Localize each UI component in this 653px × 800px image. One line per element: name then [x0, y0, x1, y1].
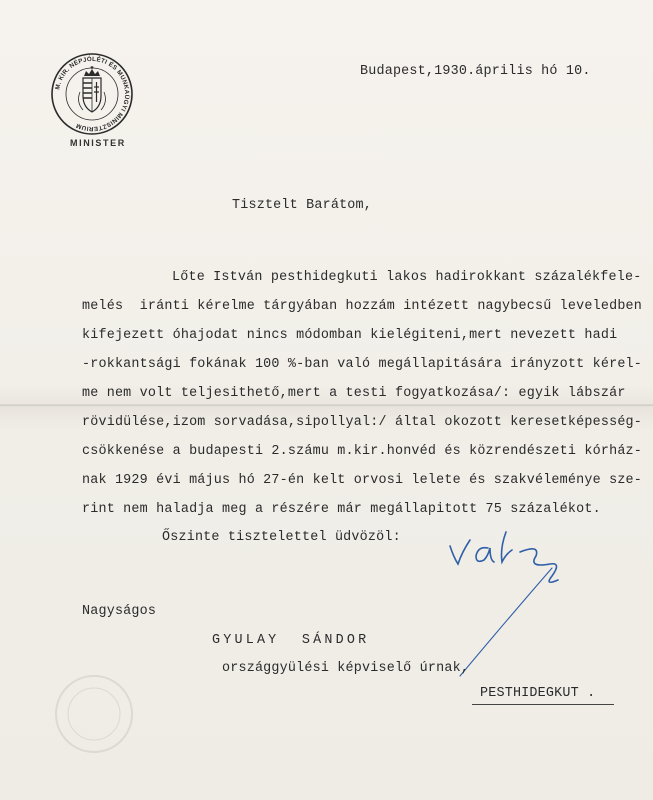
body-line: me nem volt teljesithető,mert a testi fogyatkozása/: egyik lábszár	[82, 386, 626, 401]
body-line: nak 1929 évi május hó 27-én kelt orvosi lelete és szakvéleménye sze-	[82, 473, 643, 488]
ministry-seal-icon	[50, 52, 134, 136]
addressee-location: PESTHIDEGKUT .	[480, 686, 596, 701]
body-line: rint nem haladja meg a részére már megállapitott 75 százalékot.	[82, 502, 601, 517]
addressee-title: országgyülési képviselő úrnak,	[222, 661, 470, 676]
addressee-honorific: Nagyságos	[82, 604, 157, 619]
seal-text: M. KIR. NÉPJÓLÉTI ÉS MUNKAÜGYI MINISZTERIUM	[54, 55, 131, 133]
body-line: kifejezett óhajodat nincs módomban kielégiteni,mert nevezett hadi	[82, 328, 618, 343]
closing-line: Őszinte tisztelettel üdvözöl:	[162, 530, 401, 545]
letterhead-title: MINISTER	[70, 138, 126, 148]
faint-stamp-icon	[52, 672, 136, 756]
date-line: Budapest,1930.április hó 10.	[360, 64, 591, 79]
location-underline	[472, 704, 614, 705]
body-line: Lőte István pesthidegkuti lakos hadirokkant százalékfele-	[172, 270, 642, 285]
body-line: rövidülése,izom sorvadása,sipollyal:/ által okozott keresetképesség-	[82, 415, 643, 430]
paper-fold	[0, 404, 653, 407]
body-line: csökkenése a budapesti 2.számu m.kir.honvéd és közrendészeti kórház-	[82, 444, 643, 459]
body-line: -rokkantsági fokának 100 %-ban való megállapitására irányzott kérel-	[82, 357, 643, 372]
salutation: Tisztelt Barátom,	[232, 198, 373, 213]
addressee-name: GYULAY SÁNDOR	[212, 633, 370, 648]
body-line: melés iránti kérelme tárgyában hozzám intézett nagybecsű leveledben	[82, 299, 643, 314]
signature-icon	[440, 528, 620, 678]
